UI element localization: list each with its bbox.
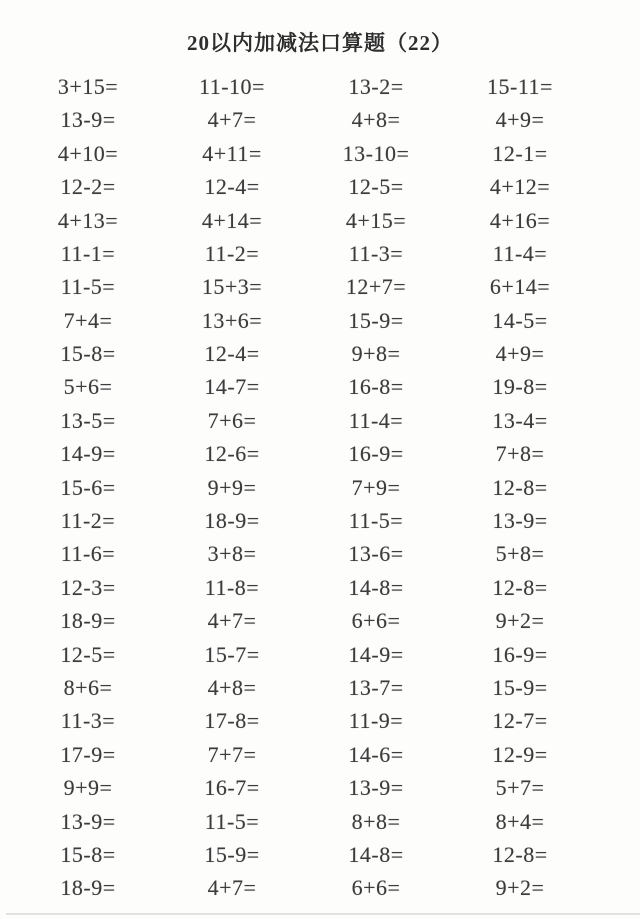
problem-cell: 12-1= [492,140,548,166]
problem-cell: 4+9= [495,341,545,367]
problem-cell: 11-5= [348,508,404,534]
problem-cell: 18-9= [60,875,116,901]
problem-cell: 14-9= [60,441,116,467]
problem-cell: 7+6= [207,407,257,433]
problem-cell: 5+7= [495,775,545,801]
problem-cell: 16-9= [492,641,548,667]
problem-cell: 12-8= [492,841,548,867]
page-edge-line [6,913,640,915]
problem-cell: 12-2= [60,174,116,200]
problem-cell: 11-5= [204,808,260,834]
problem-cell: 4+12= [489,174,551,200]
problem-cell: 12-4= [204,341,260,367]
problem-cell: 12-7= [492,708,548,734]
problem-cell: 11-9= [348,708,404,734]
problem-cell: 4+7= [207,875,257,901]
problem-cell: 13-4= [492,407,548,433]
problem-cell: 14-7= [204,374,260,400]
problem-cell: 9+9= [207,474,257,500]
problem-cell: 11-2= [60,508,116,534]
problem-cell: 14-9= [348,641,404,667]
problem-cell: 15-9= [348,307,404,333]
problem-cell: 3+15= [57,73,119,99]
problem-cell: 13-9= [348,775,404,801]
problem-cell: 4+13= [57,207,119,233]
problem-cell: 11-3= [60,708,116,734]
problem-cell: 15-6= [60,474,116,500]
problem-cell: 9+8= [351,341,401,367]
problem-cell: 17-8= [204,708,260,734]
problem-cell: 13-7= [348,674,404,700]
problem-cell: 17-9= [60,741,116,767]
problem-cell: 4+14= [201,207,263,233]
problem-cell: 12-5= [348,174,404,200]
problem-cell: 12+7= [345,274,407,300]
problem-cell: 6+14= [489,274,551,300]
problem-cell: 14-8= [348,574,404,600]
problem-cell: 9+2= [495,875,545,901]
problem-cell: 15+3= [201,274,263,300]
problem-cell: 5+8= [495,541,545,567]
problem-cell: 11-3= [348,240,404,266]
problem-cell: 15-9= [204,841,260,867]
problem-cell: 16-9= [348,441,404,467]
problem-cell: 11-4= [348,407,404,433]
problem-cell: 15-8= [60,341,116,367]
problem-cell: 11-10= [199,73,265,99]
problem-cell: 15-7= [204,641,260,667]
problem-cell: 13-9= [60,808,116,834]
problem-cell: 14-5= [492,307,548,333]
problem-cell: 11-8= [204,574,260,600]
problem-cell: 8+4= [495,808,545,834]
problem-cell: 5+6= [63,374,113,400]
problem-cell: 9+9= [63,775,113,801]
problem-cell: 12-3= [60,574,116,600]
problem-cell: 4+11= [202,140,262,166]
problem-cell: 12-4= [204,174,260,200]
problem-cell: 11-5= [60,274,116,300]
problem-cell: 14-6= [348,741,404,767]
problem-cell: 13+6= [201,307,263,333]
problem-cell: 12-9= [492,741,548,767]
problem-cell: 15-11= [487,73,553,99]
problem-cell: 12-6= [204,441,260,467]
problem-cell: 15-8= [60,841,116,867]
problem-cell: 11-2= [204,240,260,266]
problem-cell: 13-10= [342,140,410,166]
problem-cell: 13-5= [60,407,116,433]
problem-cell: 8+8= [351,808,401,834]
problem-cell: 4+16= [489,207,551,233]
problem-cell: 18-9= [60,608,116,634]
problem-cell: 3+8= [207,541,257,567]
problem-cell: 7+7= [207,741,257,767]
problem-cell: 16-8= [348,374,404,400]
problem-cell: 13-6= [348,541,404,567]
problem-cell: 12-5= [60,641,116,667]
problem-cell: 4+15= [345,207,407,233]
problem-cell: 7+8= [495,441,545,467]
problem-cell: 13-9= [60,107,116,133]
problem-cell: 16-7= [204,775,260,801]
problem-cell: 13-2= [348,73,404,99]
problem-cell: 6+6= [351,875,401,901]
problem-cell: 6+6= [351,608,401,634]
problem-grid [16,70,592,905]
problem-cell: 11-6= [60,541,116,567]
problem-cell: 4+7= [207,608,257,634]
problem-cell: 14-8= [348,841,404,867]
problem-cell: 9+2= [495,608,545,634]
problem-cell: 4+8= [351,107,401,133]
problem-cell: 4+10= [57,140,119,166]
problem-cell: 15-9= [492,674,548,700]
problem-cell: 13-9= [492,508,548,534]
problem-cell: 11-4= [492,240,548,266]
problem-cell: 4+7= [207,107,257,133]
problem-cell: 18-9= [204,508,260,534]
problem-cell: 12-8= [492,574,548,600]
problem-cell: 19-8= [492,374,548,400]
problem-cell: 8+6= [63,674,113,700]
problem-cell: 11-1= [60,240,116,266]
page-title: 20以内加减法口算题（22） [187,31,453,55]
problem-cell: 4+8= [207,674,257,700]
problem-cell: 12-8= [492,474,548,500]
problem-cell: 7+4= [63,307,113,333]
problem-cell: 7+9= [351,474,401,500]
problem-cell: 4+9= [495,107,545,133]
